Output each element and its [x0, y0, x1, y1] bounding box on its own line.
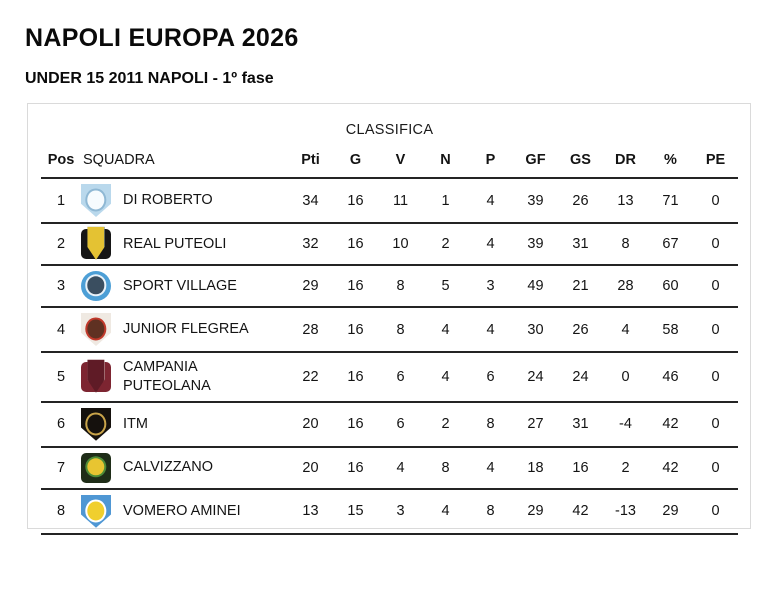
team-cell	[81, 447, 288, 489]
pti-cell: 20	[302, 459, 319, 476]
pe-cell: 0	[711, 416, 720, 433]
team-badge-icon	[81, 408, 111, 441]
col-header-squadra: SQUADRA	[83, 152, 155, 168]
col-header-pos: Pos	[47, 152, 75, 168]
g-cell: 16	[347, 416, 364, 433]
p-cell: 3	[486, 278, 495, 294]
table-title: CLASSIFICA	[345, 122, 434, 138]
n-cell: 4	[441, 503, 450, 520]
standings-card	[27, 103, 751, 529]
g-cell: 16	[347, 236, 364, 252]
gf-cell: 39	[527, 236, 544, 252]
pos-cell: 5	[56, 368, 66, 385]
v-cell: 8	[396, 321, 405, 338]
pos-cell: 4	[56, 321, 66, 338]
header-row	[41, 148, 738, 178]
p-cell: 4	[486, 192, 495, 209]
standings-table	[41, 148, 738, 535]
col-header-gf: GF	[525, 152, 546, 168]
table-row	[41, 178, 738, 223]
pe-cell: 0	[711, 236, 720, 252]
col-header-pe: PE	[705, 152, 726, 168]
dr-cell: 8	[621, 236, 630, 252]
team-cell	[81, 265, 288, 307]
pct-cell: 58	[662, 321, 679, 338]
g-cell: 16	[347, 321, 364, 338]
p-cell: 8	[486, 416, 495, 433]
p-cell: 8	[486, 503, 495, 520]
p-cell: 4	[486, 459, 495, 476]
g-cell: 16	[347, 368, 364, 385]
table-row	[41, 265, 738, 307]
team-badge-icon	[81, 271, 111, 301]
v-cell: 4	[396, 459, 405, 476]
g-cell: 16	[347, 459, 364, 476]
dr-cell: 28	[617, 278, 634, 294]
team-name: JUNIOR FLEGREA	[123, 321, 249, 338]
g-cell: 16	[347, 192, 364, 209]
gf-cell: 39	[527, 192, 544, 209]
col-header-gs: GS	[570, 152, 591, 168]
gs-cell: 16	[572, 459, 589, 476]
dr-cell: 13	[617, 192, 634, 209]
n-cell: 1	[441, 192, 450, 209]
pti-cell: 22	[302, 368, 319, 385]
gs-cell: 26	[572, 192, 589, 209]
n-cell: 8	[441, 459, 450, 476]
pct-cell: 60	[662, 278, 679, 294]
pos-cell: 2	[56, 236, 66, 252]
pct-cell: 42	[662, 416, 679, 433]
team-badge-icon	[81, 495, 111, 528]
pos-cell: 1	[56, 192, 66, 209]
gf-cell: 18	[527, 459, 544, 476]
pos-cell: 7	[56, 459, 66, 476]
gf-cell: 49	[527, 278, 544, 294]
team-name: VOMERO AMINEI	[123, 502, 241, 519]
team-badge-icon	[81, 453, 111, 483]
p-cell: 4	[486, 236, 495, 252]
col-header-pct: %	[664, 152, 677, 168]
pe-cell: 0	[711, 278, 720, 294]
team-name: CAMPANIA PUTEOLANA	[123, 359, 211, 394]
v-cell: 6	[396, 368, 405, 385]
table-row	[41, 223, 738, 265]
v-cell: 11	[392, 192, 409, 209]
p-cell: 6	[486, 368, 495, 385]
team-cell	[81, 307, 288, 352]
pe-cell: 0	[711, 192, 720, 209]
gf-cell: 30	[527, 321, 544, 338]
dr-cell: 4	[621, 321, 630, 338]
dr-cell: -4	[619, 416, 632, 433]
col-header-v: V	[395, 152, 406, 168]
n-cell: 2	[441, 416, 450, 433]
gf-cell: 27	[527, 416, 544, 433]
col-header-pti: Pti	[301, 152, 320, 168]
v-cell: 10	[392, 236, 409, 252]
col-header-n: N	[440, 152, 451, 168]
dr-cell: 2	[621, 459, 630, 476]
pti-cell: 28	[302, 321, 319, 338]
team-cell	[81, 178, 288, 223]
gs-cell: 31	[572, 236, 589, 252]
pe-cell: 0	[711, 503, 720, 520]
col-header-g: G	[349, 152, 362, 168]
v-cell: 8	[396, 278, 405, 294]
team-badge-icon	[81, 313, 111, 346]
col-header-dr: DR	[615, 152, 636, 168]
team-cell	[81, 352, 288, 402]
table-row	[41, 447, 738, 489]
table-row	[41, 489, 738, 534]
team-name: REAL PUTEOLI	[123, 235, 227, 252]
pe-cell: 0	[711, 321, 720, 338]
pti-cell: 13	[302, 503, 319, 520]
team-badge-icon	[81, 362, 111, 392]
pe-cell: 0	[711, 368, 720, 385]
team-cell	[81, 223, 288, 265]
pos-cell: 6	[56, 416, 66, 433]
pti-cell: 34	[302, 192, 319, 209]
v-cell: 6	[396, 416, 405, 433]
v-cell: 3	[396, 503, 405, 520]
n-cell: 2	[441, 236, 450, 252]
team-cell	[81, 402, 288, 447]
g-cell: 16	[347, 278, 364, 294]
pe-cell: 0	[711, 459, 720, 476]
pti-cell: 32	[302, 236, 319, 252]
pos-cell: 8	[56, 503, 66, 520]
gf-cell: 24	[527, 368, 544, 385]
team-name: CALVIZZANO	[123, 459, 213, 476]
table-row	[41, 307, 738, 352]
gs-cell: 21	[572, 278, 589, 294]
gf-cell: 29	[527, 503, 544, 520]
team-name: DI ROBERTO	[123, 192, 213, 209]
pct-cell: 67	[662, 236, 679, 252]
pct-cell: 71	[662, 192, 679, 209]
n-cell: 4	[441, 321, 450, 338]
pct-cell: 29	[662, 503, 679, 520]
gs-cell: 24	[572, 368, 589, 385]
pos-cell: 3	[56, 278, 66, 294]
pti-cell: 20	[302, 416, 319, 433]
gs-cell: 31	[572, 416, 589, 433]
team-cell	[81, 489, 288, 534]
g-cell: 15	[347, 503, 364, 520]
gs-cell: 26	[572, 321, 589, 338]
table-row	[41, 402, 738, 447]
dr-cell: 0	[621, 368, 630, 385]
team-badge-icon	[81, 229, 111, 259]
pti-cell: 29	[302, 278, 319, 294]
col-header-p: P	[485, 152, 496, 168]
pct-cell: 42	[662, 459, 679, 476]
table-row	[41, 352, 738, 402]
page-title: NAPOLI EUROPA 2026	[25, 24, 299, 52]
pct-cell: 46	[662, 368, 679, 385]
team-badge-icon	[81, 184, 111, 217]
team-name: SPORT VILLAGE	[123, 277, 237, 294]
page-subtitle: UNDER 15 2011 NAPOLI - 1º fase	[25, 70, 274, 87]
dr-cell: -13	[615, 503, 636, 520]
team-name: ITM	[123, 415, 148, 432]
n-cell: 5	[441, 278, 450, 294]
gs-cell: 42	[572, 503, 589, 520]
p-cell: 4	[486, 321, 495, 338]
n-cell: 4	[441, 368, 450, 385]
